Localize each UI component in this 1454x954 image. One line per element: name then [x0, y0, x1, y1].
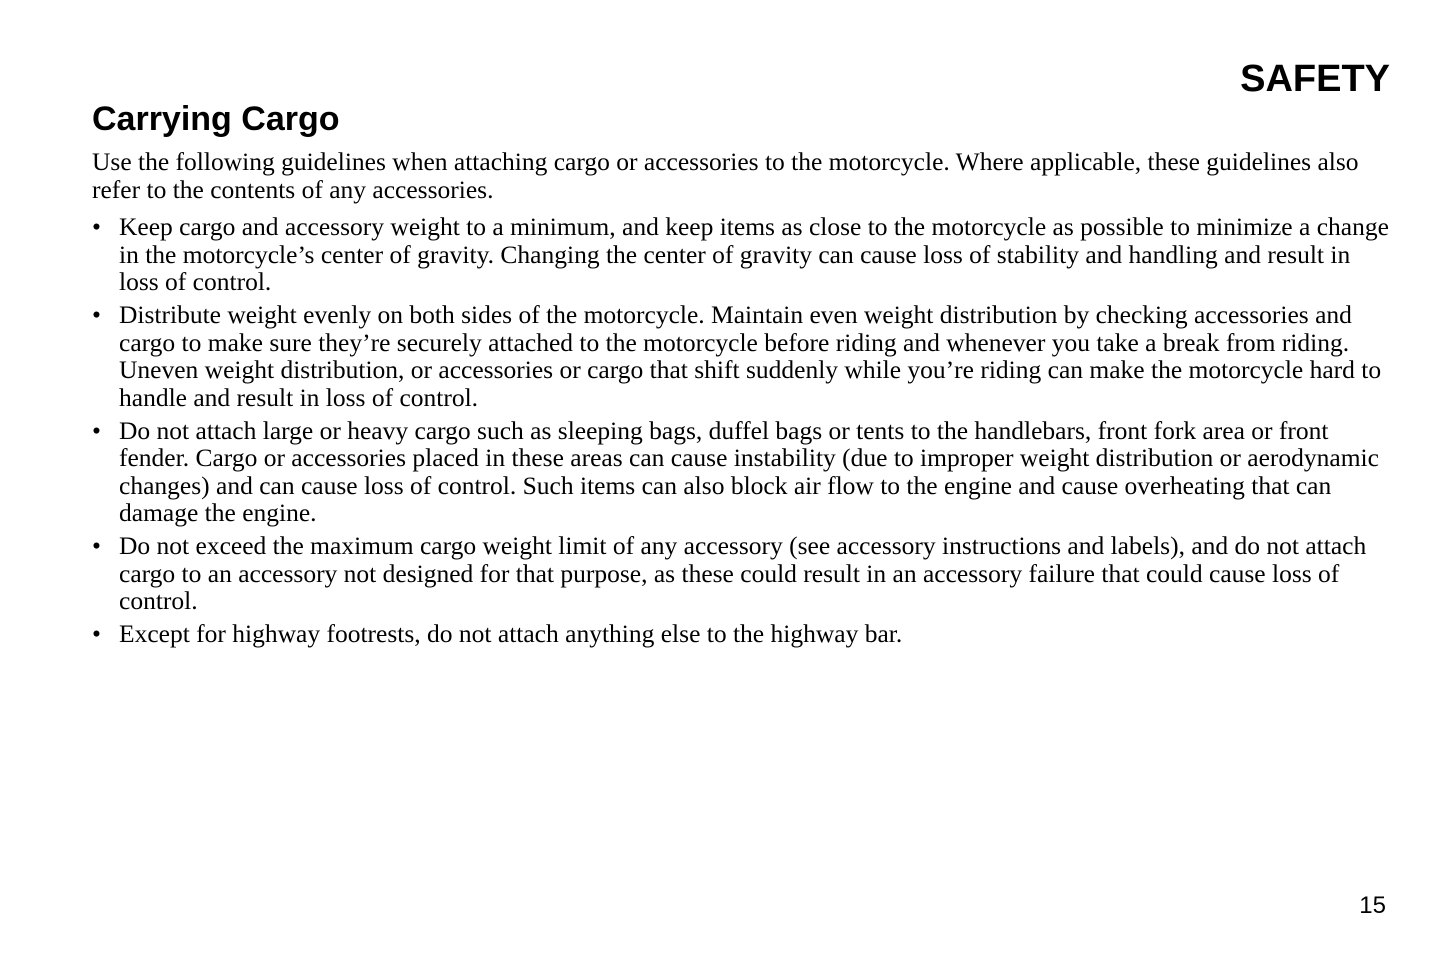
- list-item-text: Distribute weight evenly on both sides of the motorcycle. Maintain even weight distribution by checking accessories and cargo to make sure they’re securely attached to the motorcycle before riding and whenever you take a break from riding. Uneven weight distribution, or accessories or cargo that shift suddenly while you’re riding can make the motorcycle hard to handle and result in loss of control.: [119, 300, 1382, 412]
- page-content: [92, 98, 1392, 653]
- list-item-text: Do not attach large or heavy cargo such as sleeping bags, duffel bags or tents to the handlebars, front fork area or front fender. Cargo or accessories placed in these areas can cause instability (due to improper weight distribution or aerodynamic changes) and can cause loss of control. Such items can also block air flow to the engine and cause overheating that can damage the engine.: [119, 415, 1379, 527]
- guidelines-list: [92, 213, 1392, 648]
- list-item: [92, 213, 1392, 296]
- list-item-text: Do not exceed the maximum cargo weight limit of any accessory (see accessory instructions and labels), and do not attach cargo to an accessory not designed for that purpose, as these could result in an accessory failure that could cause loss of control.: [119, 531, 1367, 615]
- list-item: [92, 620, 1392, 648]
- bullet-icon: •: [92, 415, 101, 445]
- intro-paragraph: Use the following guidelines when attaching cargo or accessories to the motorcycle. Where applicable, these guidelines also refer to the contents of any accessories.: [92, 147, 1359, 204]
- page-title: Carrying Cargo: [92, 100, 340, 138]
- bullet-icon: •: [92, 619, 101, 648]
- page-number: 15: [1359, 892, 1386, 919]
- list-item: [92, 417, 1392, 527]
- list-item: [92, 532, 1392, 615]
- bullet-icon: •: [92, 212, 101, 241]
- list-item-text: Keep cargo and accessory weight to a minimum, and keep items as close to the motorcycle as possible to minimize a change in the motorcycle’s center of gravity. Changing the center of gravity can cause loss of stability and handling and result in loss of control.: [119, 212, 1389, 296]
- list-item: [92, 301, 1392, 411]
- section-header: SAFETY: [1240, 58, 1390, 100]
- bullet-icon: •: [92, 300, 101, 329]
- bullet-icon: •: [92, 531, 101, 560]
- list-item-text: Except for highway footrests, do not attach anything else to the highway bar.: [119, 619, 903, 648]
